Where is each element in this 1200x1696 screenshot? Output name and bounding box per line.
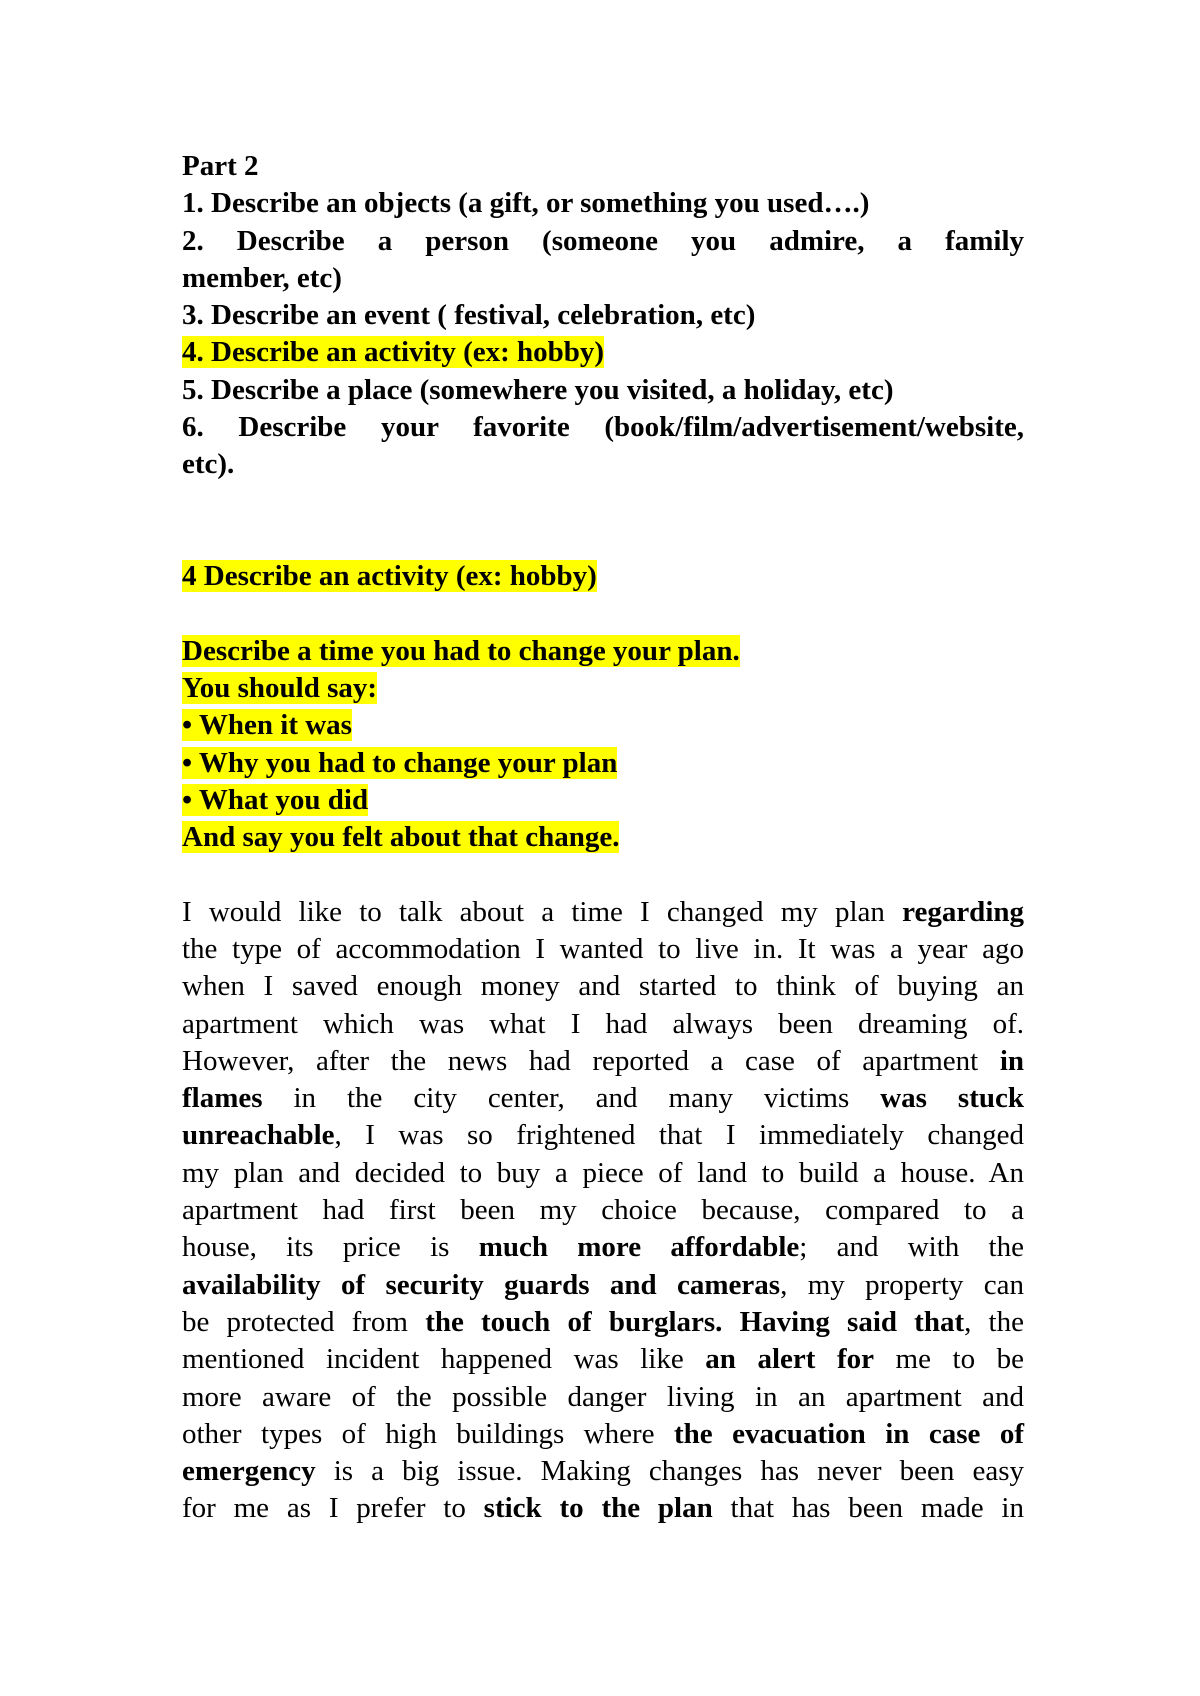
text-run: mentioned incident happened was like	[182, 1343, 706, 1376]
text-run: other types of high buildings where	[182, 1417, 674, 1450]
text-run: , I was so frightened that I immediately changed	[334, 1119, 1024, 1152]
list-item-6: 6. Describe your favorite (book/film/advertisement/website,	[182, 411, 1024, 444]
answer-line	[182, 1453, 1024, 1490]
bold-phrase: availability of security guards and cameras	[182, 1268, 781, 1301]
answer-line: apartment had first been my choice because, compared to a	[182, 1194, 1024, 1227]
highlight: • What you did	[182, 784, 369, 817]
text-run: in the city center, and many victims	[262, 1082, 881, 1115]
spacer	[182, 596, 1024, 633]
text-run: , the	[964, 1305, 1024, 1338]
document-body	[182, 148, 1024, 1528]
text-run: I would like to talk about a time I changed my plan	[182, 895, 903, 928]
bold-phrase: in	[999, 1044, 1024, 1077]
cue-card-line	[182, 819, 1024, 856]
highlight: And say you felt about that change.	[182, 821, 620, 854]
bold-phrase: flames	[182, 1082, 263, 1115]
bold-phrase: regarding	[902, 895, 1024, 928]
highlight: Describe a time you had to change your plan.	[182, 634, 740, 667]
highlight: 4. Describe an activity (ex: hobby)	[182, 336, 605, 369]
text-run: However, after the news had reported a case of apartment	[182, 1044, 1000, 1077]
cue-card-bullet	[182, 707, 1024, 744]
list-item-2-cont: member, etc)	[182, 261, 342, 294]
list-item-4	[182, 334, 1024, 371]
answer-line: the type of accommodation I wanted to live in. It was a year ago	[182, 932, 1024, 965]
spacer	[182, 484, 1024, 559]
list-item-5: 5. Describe a place (somewhere you visited, a holiday, etc)	[182, 373, 894, 406]
answer-line	[182, 1341, 1024, 1378]
text-run: is a big issue. Making changes has never been easy	[315, 1455, 1024, 1488]
answer-paragraph	[182, 894, 1024, 1528]
cue-card-bullet	[182, 782, 1024, 819]
text-run: be protected from	[182, 1305, 426, 1338]
answer-line: apartment which was what I had always been dreaming of.	[182, 1007, 1024, 1040]
part-heading: Part 2	[182, 150, 259, 182]
answer-line	[182, 1229, 1024, 1266]
answer-line	[182, 1416, 1024, 1453]
bold-phrase: the evacuation in case of	[673, 1417, 1024, 1450]
highlight: You should say:	[182, 672, 378, 705]
cue-card-line	[182, 670, 1024, 707]
bold-phrase: emergency	[182, 1455, 316, 1488]
text-run: , my property can	[780, 1268, 1024, 1301]
list-item-6-cont: etc).	[182, 448, 235, 481]
cue-card-line	[182, 633, 1024, 670]
text-run: house, its price is	[182, 1231, 479, 1264]
answer-line: my plan and decided to buy a piece of land to build a house. An	[182, 1156, 1024, 1189]
bold-phrase: unreachable	[182, 1119, 335, 1152]
bold-phrase: stick to the plan	[483, 1492, 713, 1525]
list-item-1: 1. Describe an objects (a gift, or something you used….)	[182, 187, 870, 220]
bold-phrase: an alert for	[705, 1343, 874, 1376]
answer-line: more aware of the possible danger living in an apartment and	[182, 1380, 1024, 1413]
text-run: for me as I prefer to	[182, 1492, 484, 1525]
bold-phrase: was stuck	[880, 1082, 1024, 1115]
answer-line	[182, 1080, 1024, 1117]
answer-line: when I saved enough money and started to think of buying an	[182, 970, 1024, 1003]
answer-line	[182, 1304, 1024, 1341]
list-item-3: 3. Describe an event ( festival, celebration, etc)	[182, 299, 756, 332]
answer-line	[182, 894, 1024, 931]
section-title	[182, 558, 1024, 595]
list-item-2: 2. Describe a person (someone you admire, a family	[182, 224, 1024, 257]
text-run: ; and with the	[799, 1231, 1024, 1264]
answer-line	[182, 1267, 1024, 1304]
highlight: • When it was	[182, 709, 352, 742]
answer-line	[182, 1490, 1024, 1527]
answer-line	[182, 1043, 1024, 1080]
bold-phrase: the touch of burglars. Having said that	[425, 1305, 965, 1338]
text-run: that has been made in	[712, 1492, 1024, 1525]
highlight: 4 Describe an activity (ex: hobby)	[182, 560, 597, 593]
bold-phrase: much more affordable	[478, 1231, 800, 1264]
highlight: • Why you had to change your plan	[182, 746, 618, 779]
answer-line	[182, 1117, 1024, 1154]
cue-card-bullet	[182, 745, 1024, 782]
text-run: me to be	[874, 1343, 1025, 1376]
